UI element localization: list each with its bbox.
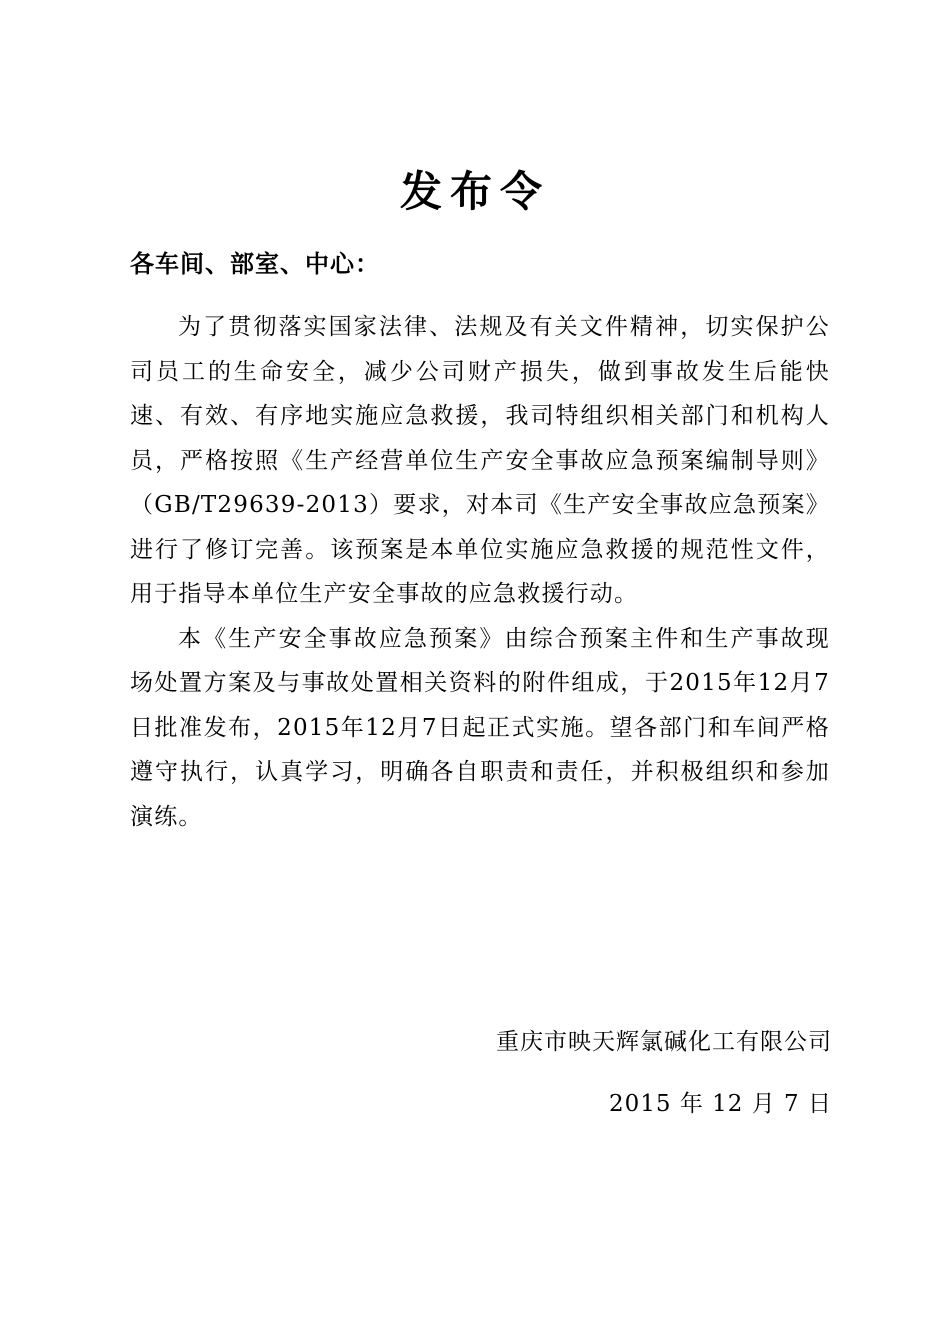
paragraph-implementation: 本《生产安全事故应急预案》由综合预案主件和生产事故现场处置方案及与事故处置相关资料的附件组成，于2015年12月7日批准发布，2015年12月7日起正式实施。望各部门和车间严格遵守执行，认真学习，明确各自职责和责任，并积极组织和参加演练。: [130, 625, 830, 830]
paragraph-purpose: 为了贯彻落实国家法律、法规及有关文件精神，切实保护公司员工的生命安全，减少公司财产损失，做到事故发生后能快速、有效、有序地实施应急救援，我司特组织相关部门和机构人员，严格按照《生产经营单位生产安全事故应急预案编制导则》（GB/T29639-2013）要求，对本司《生产安全事故应急预案》进行了修订完善。该预案是本单位实施应急救援的规范性文件，用于指导本单位生产安全事故的应急救援行动。: [130, 314, 830, 607]
document-body: [130, 305, 830, 839]
issuer-signature: 重庆市映天辉氯碱化工有限公司: [496, 1029, 832, 1055]
document-title: 发布令: [399, 167, 550, 216]
salutation: 各车间、部室、中心：: [130, 249, 380, 278]
issue-date: 2015 年 12 月 7 日: [609, 1091, 832, 1117]
